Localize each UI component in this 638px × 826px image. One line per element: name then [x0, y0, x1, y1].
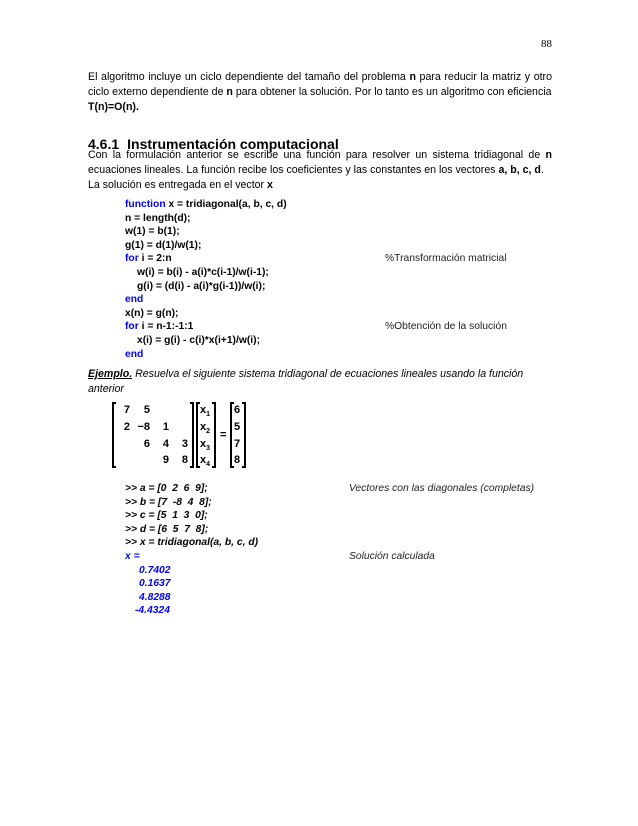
code-line: g(1) = d(1)/w(1);	[125, 239, 202, 251]
session-output-value: 4.8288	[139, 591, 171, 603]
matrix-cell: 8	[181, 454, 188, 466]
matrix-cell: 1	[162, 421, 169, 433]
code-line: w(1) = b(1);	[125, 226, 180, 238]
session-output-label: x =	[125, 550, 140, 562]
session-output-value: 0.7402	[139, 564, 171, 576]
code-comment: %Obtención de la solución	[385, 321, 507, 333]
code-line: x(n) = g(n);	[125, 307, 179, 319]
matrix-cell: 5	[143, 404, 150, 416]
rhs-value: 6	[234, 404, 241, 416]
session-line: >> b = [7 -8 4 8];	[125, 496, 212, 508]
description-text: .	[540, 164, 544, 176]
example-paragraph	[88, 367, 552, 397]
session-command: >> a = [0 2 6 9];	[125, 483, 208, 494]
section-number: 4.6.1	[88, 136, 120, 152]
code-block	[125, 198, 507, 361]
example-text: Resuelva el siguiente sistema tridiagonal de ecuaciones lineales usando la función	[132, 368, 524, 380]
code-line: n = length(d);	[125, 212, 191, 224]
session-line: >> d = [6 5 7 8];	[125, 523, 209, 535]
intro-var-n: n	[409, 71, 416, 83]
session-line: >> x = tridiagonal(a, b, c, d)	[125, 537, 259, 549]
matrix-cell: 3	[181, 438, 188, 450]
unknown-x4: $x_4$	[200, 454, 211, 469]
rhs-right-bracket	[242, 402, 246, 468]
code-line: x(i) = g(i) - c(i)*x(i+1)/w(i);	[137, 334, 260, 346]
session-note: Solución calculada	[349, 550, 435, 562]
intro-complexity: T(n)=O(n).	[88, 101, 139, 113]
intro-text: ciclo externo dependiente de	[88, 86, 227, 98]
description-text: La solución es entregada en el vector	[88, 179, 268, 191]
code-comment: %Transformación matricial	[385, 253, 507, 265]
code-line	[125, 320, 507, 334]
description-text: Con la formulación anterior se escribe una función para resolver un sistema tridiagonal de	[88, 149, 546, 161]
unknowns-right-bracket	[212, 402, 216, 468]
rhs-value: 8	[234, 454, 241, 466]
code-keyword: end	[125, 294, 144, 306]
matrix-right-bracket	[190, 402, 194, 468]
session-line	[125, 550, 435, 564]
session-line	[125, 482, 535, 496]
matrix-cell: 9	[162, 454, 169, 466]
rhs-value: 5	[234, 421, 241, 433]
code-keyword: for	[125, 253, 139, 265]
session-output-value: 0.1637	[139, 578, 171, 590]
matrix-cell: 4	[162, 438, 169, 450]
description-var: n	[545, 149, 552, 161]
page-number: 88	[541, 38, 552, 50]
code-line	[125, 252, 507, 266]
matrix-cell: 2	[123, 421, 130, 433]
code-line	[125, 348, 287, 362]
code-text: i = 2:n	[138, 253, 172, 265]
code-line: w(i) = b(i) - a(i)*c(i-1)/w(i-1);	[137, 266, 269, 278]
matrix-cell: 7	[123, 404, 130, 416]
intro-text: El algoritmo incluye un ciclo dependiente del tamaño del problema	[88, 71, 410, 83]
intro-paragraph	[88, 70, 552, 115]
matrix-cell: −8	[137, 421, 150, 433]
session-note: Vectores con las diagonales (completas)	[349, 483, 535, 494]
matlab-session	[125, 482, 535, 618]
code-keyword: end	[125, 348, 144, 360]
description-text: ecuaciones lineales. La función recibe los coeficientes y las constantes en los vectores	[88, 164, 499, 176]
code-line: g(i) = (d(i) - a(i)*g(i-1))/w(i);	[137, 280, 266, 292]
section-title: Instrumentación computacional	[127, 136, 339, 152]
code-text: i = n-1:-1:1	[138, 321, 194, 333]
unknown-x2: $x_2$	[200, 421, 211, 436]
example-label: Ejemplo.	[88, 368, 133, 380]
intro-var-n: n	[226, 86, 233, 98]
matrix-cell: 6	[143, 438, 150, 450]
unknown-x1: $x_1$	[200, 404, 211, 419]
tridiagonal-system	[112, 402, 272, 468]
code-keyword: for	[125, 321, 139, 333]
description-var: x	[267, 179, 273, 191]
code-keyword: function	[125, 199, 166, 210]
session-line: >> c = [5 1 3 0];	[125, 510, 208, 522]
rhs-value: 7	[234, 438, 241, 450]
session-output-value: -4.4324	[135, 605, 170, 617]
code-text: x = tridiagonal(a, b, c, d)	[165, 199, 287, 210]
unknown-x3: $x_3$	[200, 438, 211, 453]
intro-text: para obtener la solución. Por lo tanto es un algoritmo con eficiencia	[232, 86, 552, 98]
code-line	[125, 198, 287, 212]
description-vectors: a, b, c, d	[498, 164, 541, 176]
intro-text: para reducir la matriz y otro	[415, 71, 552, 83]
example-text: anterior	[88, 383, 124, 395]
description-paragraph	[88, 148, 552, 193]
code-line	[125, 293, 287, 307]
equals-sign: =	[220, 429, 227, 441]
